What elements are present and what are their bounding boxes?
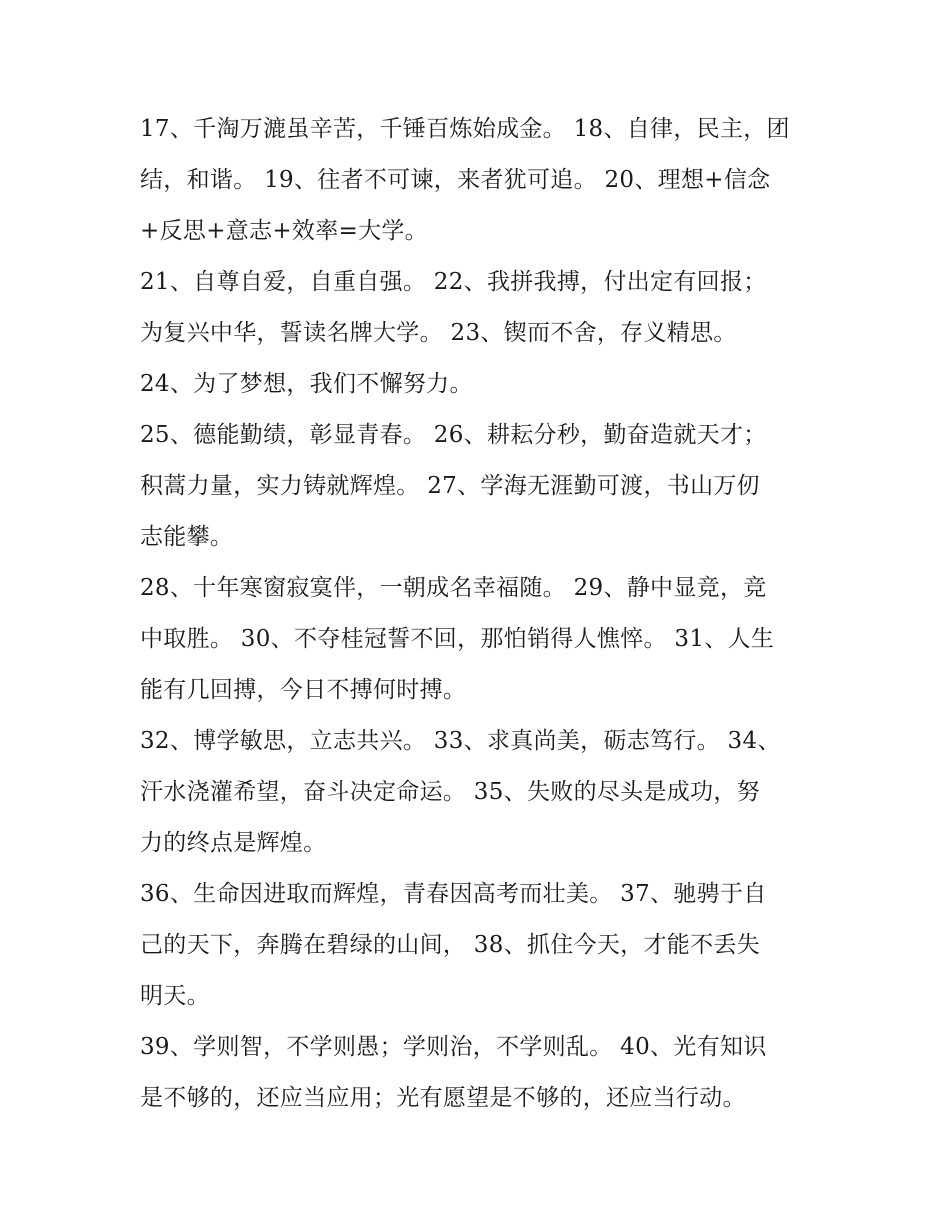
text-line: 25、德能勤绩，彰显青春。 26、耕耘分秒，勤奋造就天才； [140,422,767,448]
text-line: 21、自尊自爱，自重自强。 22、我拼我搏，付出定有回报； [140,269,767,295]
text-line: +反思+意志+效率=大学。 [140,218,428,244]
text-line: 结，和谐。 19、往者不可谏，来者犹可追。 20、理想+信念 [140,167,771,193]
text-line: 36、生命因进取而辉煌，青春因高考而壮美。 37、驰骋于自 [140,881,767,907]
text-line: 39、学则智，不学则愚；学则治，不学则乱。 40、光有知识 [140,1034,767,1060]
text-line: 24、为了梦想，我们不懈努力。 [140,371,473,397]
text-line: 为复兴中华，誓读名牌大学。 23、锲而不舍，存义精思。 [140,320,737,346]
text-line: 志能攀。 [140,524,234,550]
text-line: 明天。 [140,983,210,1009]
text-line: 能有几回搏，今日不搏何时搏。 [140,677,467,703]
text-body [140,104,820,1124]
text-line: 积蒿力量，实力铸就辉煌。 27、学海无涯勤可渡，书山万仞 [140,473,760,499]
text-line: 己的天下，奔腾在碧绿的山间， 38、抓住今天，才能不丢失 [140,932,760,958]
text-line: 中取胜。 30、不夺桂冠誓不回，那怕销得人憔悴。 31、人生 [140,626,775,652]
text-line: 是不够的，还应当应用；光有愿望是不够的，还应当行动。 [140,1085,746,1111]
text-line: 汗水浇灌希望，奋斗决定命运。 35、失败的尽头是成功，努 [140,779,760,805]
text-line: 力的终点是辉煌。 [140,830,327,856]
text-line: 32、博学敏思，立志共兴。 33、求真尚美，砺志笃行。 34、 [140,728,781,754]
text-line: 17、千淘万漉虽辛苦，千锤百炼始成金。 18、自律，民主，团 [140,116,790,142]
text-line: 28、十年寒窗寂寞伴，一朝成名幸福随。 29、静中显竞，竞 [140,575,767,601]
